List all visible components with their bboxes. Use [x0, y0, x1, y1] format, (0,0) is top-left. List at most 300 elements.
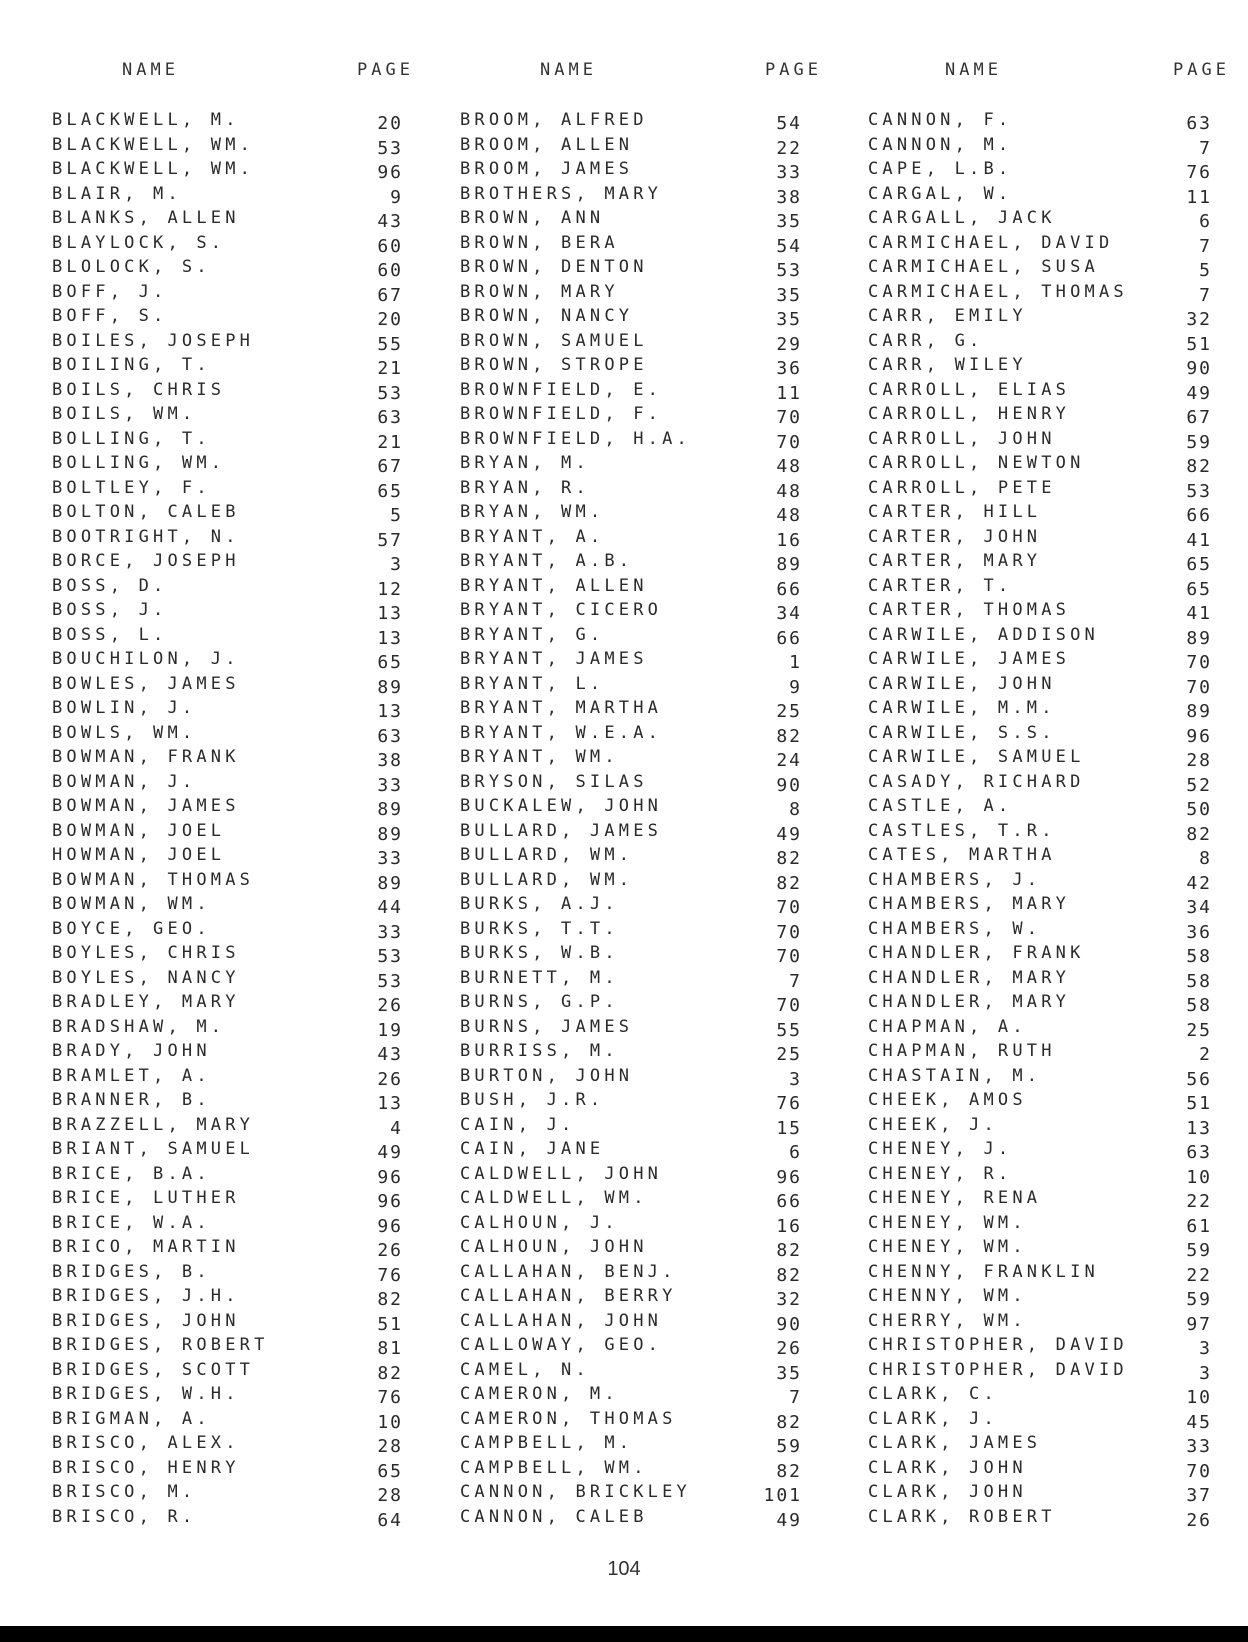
entry-page: 34: [776, 603, 802, 624]
entry-page: 28: [377, 1436, 403, 1457]
entry-page: 96: [377, 162, 403, 183]
entry-name: CHRISTOPHER, DAVID: [868, 1359, 1128, 1380]
entry-page: 20: [377, 309, 403, 330]
entry-page: 21: [377, 358, 403, 379]
entry-page: 51: [1186, 1093, 1212, 1114]
entry-name: CARR, WILEY: [868, 355, 1027, 375]
entry-page: 5: [390, 505, 403, 526]
entry-page: 57: [377, 529, 403, 551]
entry-page: 89: [776, 554, 802, 575]
entry-name: CARR, EMILY: [868, 306, 1027, 326]
entry-name: BRIDGES, SCOTT: [52, 1359, 255, 1380]
entry-name: CARWILE, M.M.: [868, 698, 1056, 718]
entry-page: 81: [377, 1338, 403, 1359]
entry-page: 49: [377, 1142, 403, 1163]
entry-name: CARROLL, PETE: [868, 477, 1056, 498]
entry-page: 10: [1186, 1387, 1212, 1408]
entry-name: BOLLING, T.: [52, 428, 211, 449]
entry-name: CHENEY, WM.: [868, 1237, 1027, 1257]
entry-page: 90: [776, 1313, 802, 1335]
entry-page: 89: [377, 676, 403, 698]
entry-name: BRYANT, CICERO: [460, 600, 663, 620]
entry-name: BRYSON, SILAS: [460, 771, 648, 792]
entry-page: 76: [776, 1093, 802, 1114]
entry-page: 53: [377, 970, 403, 992]
entry-name: BURNS, JAMES: [460, 1016, 634, 1037]
entry-page: 35: [776, 1362, 802, 1384]
entry-name: BULLARD, JAMES: [460, 820, 663, 841]
entry-name: BOFF, J.: [52, 281, 168, 302]
entry-name: CAIN, J.: [460, 1114, 576, 1135]
entry-name: BOOTRIGHT, N.: [52, 526, 240, 547]
entry-name: CASTLE, A.: [868, 796, 1013, 816]
entry-page: 65: [377, 480, 403, 502]
entry-name: BLANKS, ALLEN: [52, 208, 240, 228]
entry-name: CALDWELL, JOHN: [460, 1163, 663, 1184]
entry-name: CHAMBERS, W.: [868, 918, 1042, 939]
entry-page: 67: [377, 456, 403, 477]
entry-name: CARWILE, ADDISON: [868, 624, 1099, 645]
entry-name: BRISCO, ALEX.: [52, 1433, 240, 1453]
entry-name: CARROLL, HENRY: [868, 404, 1071, 424]
entry-name: BRYANT, A.B.: [460, 551, 634, 571]
entry-page: 43: [377, 211, 403, 232]
entry-page: 65: [377, 1460, 403, 1482]
entry-page: 42: [1186, 872, 1212, 894]
entry-name: BOWMAN, J.: [52, 771, 197, 792]
entry-name: CHANDLER, FRANK: [868, 943, 1085, 963]
entry-name: BRYAN, WM.: [460, 502, 605, 522]
entry-name: BOFF, S.: [52, 306, 168, 326]
entry-page: 82: [776, 1264, 802, 1286]
entry-name: BURNS, G.P.: [460, 992, 619, 1012]
entry-page: 9: [789, 676, 802, 698]
entry-page: 11: [776, 382, 802, 404]
entry-name: CAMPBELL, WM.: [460, 1457, 648, 1478]
entry-name: BRICE, B.A.: [52, 1163, 211, 1184]
entry-page: 5: [1199, 260, 1212, 281]
entry-page: 28: [377, 1485, 403, 1506]
entry-name: CLARK, JOHN: [868, 1482, 1027, 1502]
entry-page: 66: [1186, 505, 1212, 526]
entry-page: 66: [776, 578, 802, 600]
entry-name: BRIDGES, W.H.: [52, 1384, 240, 1404]
entry-name: BROOM, ALLEN: [460, 134, 634, 155]
entry-page: 82: [776, 725, 802, 747]
entry-page: 50: [1186, 799, 1212, 820]
entry-name: CARWILE, JOHN: [868, 673, 1056, 694]
entry-name: BRYANT, JAMES: [460, 649, 648, 669]
entry-page: 32: [1186, 309, 1212, 330]
entry-page: 48: [776, 505, 802, 526]
entry-name: BRANNER, B.: [52, 1090, 211, 1110]
entry-page: 26: [377, 1068, 403, 1090]
entry-name: CHEEK, AMOS: [868, 1090, 1027, 1110]
entry-name: CALHOUN, J.: [460, 1212, 619, 1233]
entry-name: BURKS, A.J.: [460, 894, 619, 914]
entry-name: CARGAL, W.: [868, 183, 1013, 204]
entry-page: 59: [1186, 431, 1212, 453]
entry-page: 1: [789, 652, 802, 673]
entry-page: 82: [776, 1411, 802, 1433]
entry-name: BRYANT, MARTHA: [460, 698, 663, 718]
entry-name: BRYANT, ALLEN: [460, 575, 648, 596]
entry-page: 55: [776, 1019, 802, 1041]
entry-page: 76: [377, 1387, 403, 1408]
entry-page: 70: [1186, 652, 1212, 673]
entry-page: 6: [789, 1142, 802, 1163]
entry-name: BUSH, J.R.: [460, 1090, 605, 1110]
entry-name: CARR, G.: [868, 330, 984, 351]
entry-page: 7: [1199, 137, 1212, 159]
entry-name: CARTER, JOHN: [868, 526, 1042, 547]
entry-name: BRIDGES, ROBERT: [52, 1335, 269, 1355]
entry-name: CAMEL, N.: [460, 1359, 590, 1380]
entry-name: BORCE, JOSEPH: [52, 551, 240, 571]
entry-page: 76: [377, 1264, 403, 1286]
name-header: NAME: [540, 60, 597, 80]
entry-name: CAIN, JANE: [460, 1139, 605, 1159]
entry-page: 56: [1186, 1068, 1212, 1090]
entry-page: 13: [377, 627, 403, 649]
entry-page: 22: [1186, 1264, 1212, 1286]
entry-name: BOSS, J.: [52, 600, 168, 620]
entry-page: 48: [776, 480, 802, 502]
entry-page: 33: [377, 848, 403, 869]
entry-page: 53: [377, 382, 403, 404]
entry-name: BULLARD, WM.: [460, 869, 634, 890]
entry-page: 16: [776, 529, 802, 551]
entry-name: BUCKALEW, JOHN: [460, 796, 663, 816]
entry-name: BOILING, T.: [52, 355, 211, 375]
entry-page: 90: [1186, 358, 1212, 379]
entry-page: 54: [776, 235, 802, 257]
entry-page: 89: [1186, 701, 1212, 722]
entry-page: 55: [377, 333, 403, 355]
entry-page: 36: [1186, 921, 1212, 943]
entry-page: 65: [1186, 578, 1212, 600]
entry-page: 7: [1199, 284, 1212, 306]
entry-page: 19: [377, 1019, 403, 1041]
entry-name: BURRISS, M.: [460, 1041, 619, 1061]
entry-name: CARMICHAEL, THOMAS: [868, 281, 1128, 302]
entry-name: CALLOWAY, GEO.: [460, 1335, 663, 1355]
entry-page: 35: [776, 211, 802, 232]
entry-page: 10: [377, 1411, 403, 1433]
entry-page: 82: [1186, 456, 1212, 477]
entry-page: 70: [1186, 676, 1212, 698]
entry-page: 63: [1186, 113, 1212, 134]
entry-name: CARWILE, S.S.: [868, 722, 1056, 743]
page-header: PAGE: [765, 60, 822, 80]
entry-name: CARROLL, ELIAS: [868, 379, 1071, 400]
entry-name: BRYANT, L.: [460, 673, 605, 694]
entry-name: BRISCO, R.: [52, 1506, 197, 1527]
entry-name: BLACKWELL, WM.: [52, 159, 255, 179]
entry-name: BOLLING, WM.: [52, 453, 226, 473]
entry-page: 44: [377, 897, 403, 918]
entry-page: 28: [1186, 750, 1212, 771]
entry-name: CARTER, MARY: [868, 551, 1042, 571]
entry-name: CARWILE, SAMUEL: [868, 747, 1085, 767]
entry-name: BOYLES, NANCY: [52, 967, 240, 988]
entry-name: BURKS, T.T.: [460, 918, 619, 939]
entry-name: BOWMAN, WM.: [52, 894, 211, 914]
entry-page: 12: [377, 578, 403, 600]
entry-page: 89: [377, 799, 403, 820]
entry-name: CHENEY, J.: [868, 1139, 1013, 1159]
entry-page: 89: [377, 823, 403, 845]
entry-page: 41: [1186, 603, 1212, 624]
entry-page: 49: [1186, 382, 1212, 404]
entry-page: 82: [377, 1289, 403, 1310]
entry-page: 29: [776, 333, 802, 355]
entry-name: CHANDLER, MARY: [868, 992, 1071, 1012]
entry-name: BLACKWELL, M.: [52, 110, 240, 130]
entry-page: 33: [1186, 1436, 1212, 1457]
entry-page: 96: [377, 1166, 403, 1188]
entry-page: 36: [776, 358, 802, 379]
entry-page: 32: [776, 1289, 802, 1310]
entry-name: BOSS, D.: [52, 575, 168, 596]
entry-page: 67: [377, 284, 403, 306]
entry-name: CHAMBERS, MARY: [868, 894, 1071, 914]
entry-page: 54: [776, 113, 802, 134]
entry-page: 58: [1186, 970, 1212, 992]
entry-name: CARTER, T.: [868, 575, 1013, 596]
entry-page: 25: [776, 701, 802, 722]
entry-page: 89: [1186, 627, 1212, 649]
entry-page: 26: [377, 1240, 403, 1261]
entry-page: 60: [377, 235, 403, 257]
entry-name: BROWN, SAMUEL: [460, 330, 648, 351]
entry-name: BOUCHILON, J.: [52, 649, 240, 669]
entry-page: 33: [377, 921, 403, 943]
entry-name: BROOM, ALFRED: [460, 110, 648, 130]
entry-name: BROOM, JAMES: [460, 159, 634, 179]
entry-name: BLACKWELL, WM.: [52, 134, 255, 155]
entry-name: BOSS, L.: [52, 624, 168, 645]
entry-name: CLARK, JOHN: [868, 1457, 1027, 1478]
entry-page: 20: [377, 113, 403, 134]
entry-page: 96: [377, 1191, 403, 1212]
entry-name: CASTLES, T.R.: [868, 820, 1056, 841]
entry-page: 82: [776, 872, 802, 894]
entry-page: 6: [1199, 211, 1212, 232]
entry-name: CHAPMAN, RUTH: [868, 1041, 1056, 1061]
entry-name: CAMPBELL, M.: [460, 1433, 634, 1453]
entry-page: 38: [776, 186, 802, 208]
entry-name: CALDWELL, WM.: [460, 1188, 648, 1208]
entry-name: HOWMAN, JOEL: [52, 845, 226, 865]
entry-page: 63: [377, 407, 403, 428]
entry-name: CARMICHAEL, SUSA: [868, 257, 1099, 277]
entry-name: BRIDGES, B.: [52, 1261, 211, 1282]
entry-page: 7: [1199, 235, 1212, 257]
entry-name: BROWN, ANN: [460, 208, 605, 228]
page-header: PAGE: [357, 60, 414, 80]
entry-name: BRIGMAN, A.: [52, 1408, 211, 1429]
entry-page: 9: [390, 186, 403, 208]
entry-name: BRYANT, G.: [460, 624, 605, 645]
entry-name: CANNON, CALEB: [460, 1506, 648, 1527]
entry-page: 13: [377, 603, 403, 624]
name-header: NAME: [945, 60, 1002, 80]
entry-page: 16: [776, 1215, 802, 1237]
entry-name: BROWN, STROPE: [460, 355, 648, 375]
entry-page: 2: [1199, 1044, 1212, 1065]
entry-name: BOWMAN, JOEL: [52, 820, 226, 841]
entry-page: 65: [377, 652, 403, 673]
entry-page: 52: [1186, 774, 1212, 796]
entry-name: CHENEY, RENA: [868, 1188, 1042, 1208]
entry-name: BRICO, MARTIN: [52, 1237, 240, 1257]
entry-page: 96: [377, 1215, 403, 1237]
entry-page: 53: [377, 137, 403, 159]
entry-page: 7: [789, 1387, 802, 1408]
entry-name: BRADY, JOHN: [52, 1041, 211, 1061]
entry-name: BRADSHAW, M.: [52, 1016, 226, 1037]
entry-page: 90: [776, 774, 802, 796]
entry-page: 64: [377, 1509, 403, 1531]
entry-name: CALLAHAN, BENJ.: [460, 1261, 677, 1282]
entry-name: CLARK, ROBERT: [868, 1506, 1056, 1527]
entry-name: BRIDGES, JOHN: [52, 1310, 240, 1331]
entry-page: 13: [377, 701, 403, 722]
entry-name: BRYAN, R.: [460, 477, 590, 498]
entry-name: CLARK, C.: [868, 1384, 998, 1404]
entry-page: 3: [789, 1068, 802, 1090]
entry-name: BURNETT, M.: [460, 967, 619, 988]
entry-page: 3: [1199, 1362, 1212, 1384]
entry-page: 70: [776, 407, 802, 428]
entry-page: 35: [776, 309, 802, 330]
entry-name: CARROLL, JOHN: [868, 428, 1056, 449]
entry-page: 22: [1186, 1191, 1212, 1212]
entry-name: CHENNY, FRANKLIN: [868, 1261, 1099, 1282]
entry-page: 11: [1186, 186, 1212, 208]
entry-page: 43: [377, 1044, 403, 1065]
entry-name: BROWNFIELD, H.A.: [460, 428, 691, 449]
entry-name: BRIANT, SAMUEL: [52, 1139, 255, 1159]
entry-name: BLOLOCK, S.: [52, 257, 211, 277]
entry-page: 82: [776, 1240, 802, 1261]
entry-name: CATES, MARTHA: [868, 845, 1056, 865]
entry-page: 63: [377, 725, 403, 747]
entry-page: 70: [776, 921, 802, 943]
entry-page: 96: [1186, 725, 1212, 747]
entry-name: BRIDGES, J.H.: [52, 1286, 240, 1306]
entry-page: 53: [377, 946, 403, 967]
page-number: 104: [607, 1558, 641, 1580]
entry-page: 59: [776, 1436, 802, 1457]
entry-name: BOYLES, CHRIS: [52, 943, 240, 963]
entry-name: BOLTON, CALEB: [52, 502, 240, 522]
entry-name: BROWNFIELD, F.: [460, 404, 663, 424]
entry-name: CHENNY, WM.: [868, 1286, 1027, 1306]
entry-name: CHERRY, WM.: [868, 1310, 1027, 1331]
entry-page: 10: [1186, 1166, 1212, 1188]
entry-name: BURKS, W.B.: [460, 943, 619, 963]
entry-page: 70: [776, 995, 802, 1016]
entry-page: 61: [1186, 1215, 1212, 1237]
entry-page: 58: [1186, 946, 1212, 967]
entry-name: BOWLES, JAMES: [52, 673, 240, 694]
entry-page: 41: [1186, 529, 1212, 551]
entry-page: 49: [776, 1509, 802, 1531]
entry-page: 24: [776, 750, 802, 771]
scan-border: [0, 1626, 1248, 1642]
entry-name: CANNON, BRICKLEY: [460, 1482, 691, 1502]
entry-page: 66: [776, 627, 802, 649]
entry-page: 4: [390, 1117, 403, 1139]
entry-name: CARMICHAEL, DAVID: [868, 232, 1114, 253]
entry-page: 26: [1186, 1509, 1212, 1531]
entry-name: BRYANT, A.: [460, 526, 605, 547]
entry-page: 82: [776, 848, 802, 869]
entry-name: BRICE, W.A.: [52, 1212, 211, 1233]
entry-name: CARWILE, JAMES: [868, 649, 1071, 669]
entry-name: CARTER, THOMAS: [868, 600, 1071, 620]
entry-page: 15: [776, 1117, 802, 1139]
entry-page: 13: [1186, 1117, 1212, 1139]
entry-name: CAPE, L.B.: [868, 159, 1013, 179]
entry-page: 8: [1199, 848, 1212, 869]
entry-name: BOWMAN, FRANK: [52, 747, 240, 767]
entry-name: BOILES, JOSEPH: [52, 330, 255, 351]
entry-page: 34: [1186, 897, 1212, 918]
entry-page: 65: [1186, 554, 1212, 575]
entry-name: CHASTAIN, M.: [868, 1065, 1042, 1086]
entry-name: BOLTLEY, F.: [52, 477, 211, 498]
page-header: PAGE: [1173, 60, 1230, 80]
entry-page: 70: [776, 897, 802, 918]
entry-name: BROTHERS, MARY: [460, 183, 663, 204]
entry-page: 8: [789, 799, 802, 820]
entry-page: 101: [763, 1485, 802, 1506]
entry-page: 59: [1186, 1289, 1212, 1310]
entry-page: 63: [1186, 1142, 1212, 1163]
entry-page: 33: [377, 774, 403, 796]
entry-name: CARROLL, NEWTON: [868, 453, 1085, 473]
name-header: NAME: [122, 60, 179, 80]
entry-page: 3: [390, 554, 403, 575]
entry-page: 97: [1186, 1313, 1212, 1335]
entry-page: 48: [776, 456, 802, 477]
entry-page: 82: [1186, 823, 1212, 845]
entry-name: BROWNFIELD, E.: [460, 379, 663, 400]
entry-page: 49: [776, 823, 802, 845]
entry-name: BRADLEY, MARY: [52, 992, 240, 1012]
entry-name: BRICE, LUTHER: [52, 1188, 240, 1208]
entry-page: 96: [776, 1166, 802, 1188]
entry-page: 66: [776, 1191, 802, 1212]
entry-page: 33: [776, 162, 802, 183]
entry-page: 51: [1186, 333, 1212, 355]
entry-name: BOWMAN, JAMES: [52, 796, 240, 816]
entry-page: 70: [1186, 1460, 1212, 1482]
entry-name: CALHOUN, JOHN: [460, 1237, 648, 1257]
entry-name: BRISCO, HENRY: [52, 1457, 240, 1478]
entry-page: 38: [377, 750, 403, 771]
entry-name: CHRISTOPHER, DAVID: [868, 1335, 1128, 1355]
entry-page: 59: [1186, 1240, 1212, 1261]
entry-name: BULLARD, WM.: [460, 845, 634, 865]
entry-page: 21: [377, 431, 403, 453]
entry-name: CANNON, M.: [868, 134, 1013, 155]
entry-page: 7: [789, 970, 802, 992]
entry-name: CHENEY, WM.: [868, 1212, 1027, 1233]
